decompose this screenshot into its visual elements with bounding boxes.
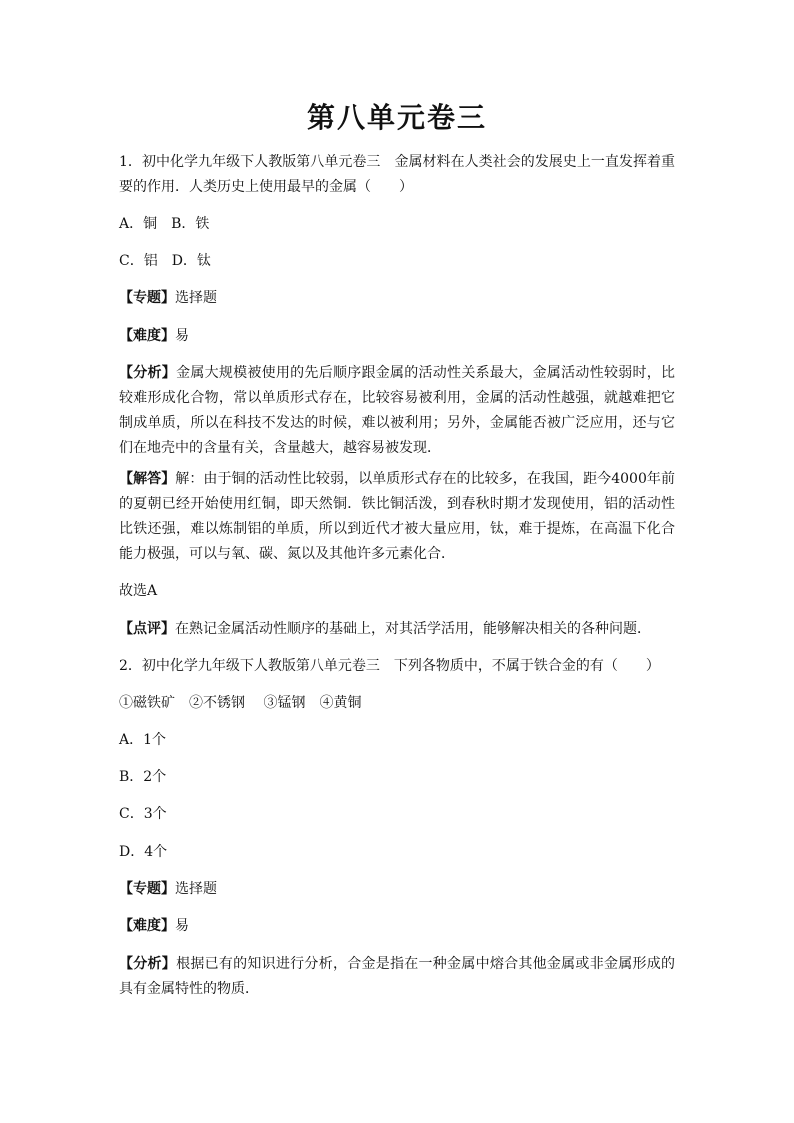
q2-items: ①磁铁矿 ②不锈钢 ③锰钢 ④黄铜	[119, 695, 362, 711]
q1-topic-value: 选择题	[175, 290, 217, 306]
q2-option-a: A．1个	[119, 732, 167, 748]
q1-analysis-tag: 【分析】	[119, 365, 177, 381]
q2-stem: 2．初中化学九年级下人教版第八单元卷三 下列各物质中，不属于铁合金的有（ ）	[119, 658, 660, 674]
q2-difficulty	[119, 914, 675, 939]
page-title: 第八单元卷三	[306, 101, 487, 134]
q1-stem: 1．初中化学九年级下人教版第八单元卷三 金属材料在人类社会的发展史上一直发挥着重要的作用．人类历史上使用最早的金属（ ）	[119, 154, 675, 195]
q1-comment	[119, 617, 675, 642]
q1-answer-text: 解：由于铜的活动性比较弱，以单质形式存在的比较多，在我国，距今4000年前的夏朝已经开始使用红铜，即天然铜．铁比铜活泼，到春秋时期才发现使用，铝的活动性比铁还强，难以炼制铝的单质，所以到近代才被大量应用，钛，难于提炼，在高温下化合能力极强，可以与氧、碳、氮以及其他许多元素化合．	[119, 471, 675, 562]
q1-difficulty-tag: 【难度】	[119, 328, 175, 344]
q2-topic	[119, 877, 675, 902]
q1-choice: 故选A	[119, 583, 158, 599]
q2-option-b: B．2个	[119, 769, 167, 785]
q1-difficulty-value: 易	[175, 328, 189, 344]
q1-options-cd: C．铝 D．钛	[119, 253, 211, 269]
q2-analysis-tag: 【分析】	[119, 956, 177, 972]
q1-answer	[119, 467, 675, 567]
q2-topic-tag: 【专题】	[119, 881, 175, 897]
q2-difficulty-value: 易	[175, 918, 189, 934]
q1-analysis-text: 金属大规模被使用的先后顺序跟金属的活动性关系最大，金属活动性较弱时，比较难形成化合物，常以单质形式存在，比较容易被利用，金属的活动性越强，就越难把它制成单质，所以在科技不发达的时候，难以被利用；另外，金属能否被广泛应用，还与它们在地壳中的含量有关，含量越大，越容易被发现．	[119, 365, 676, 456]
q1-options-ab: A．铜 B．铁	[119, 216, 210, 232]
q1-topic	[119, 286, 675, 311]
q1-comment-text: 在熟记金属活动性顺序的基础上，对其活学活用，能够解决相关的各种问题．	[175, 621, 651, 637]
q1-analysis	[119, 361, 675, 461]
q2-option-d: D．4个	[119, 844, 168, 860]
q2-difficulty-tag: 【难度】	[119, 918, 175, 934]
q1-topic-tag: 【专题】	[119, 290, 175, 306]
q2-option-c: C．3个	[119, 806, 167, 822]
q2-analysis-text: 根据已有的知识进行分析，合金是指在一种金属中熔合其他金属或非金属形成的具有金属特性的物质．	[119, 956, 676, 997]
q1-comment-tag: 【点评】	[119, 621, 175, 637]
q2-topic-value: 选择题	[175, 881, 217, 897]
q2-analysis	[119, 952, 675, 1002]
q1-answer-tag: 【解答】	[119, 471, 176, 487]
q1-difficulty	[119, 324, 675, 349]
